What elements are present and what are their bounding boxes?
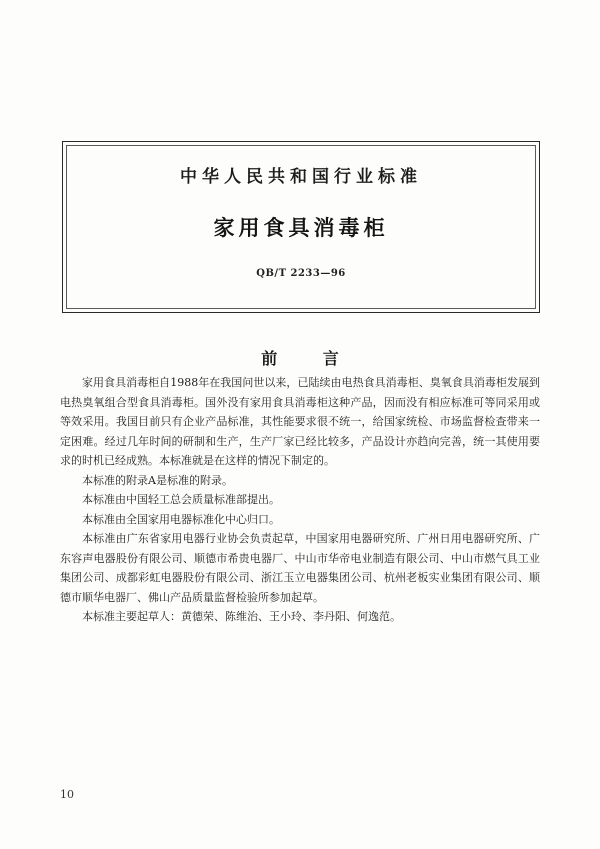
standard-code: QB/T 2233—96	[256, 268, 346, 279]
foreword-paragraph: 家用食具消毒柜自1988年在我国问世以来，已陆续由电热食具消毒柜、臭氧食具消毒柜发展到电热臭氧组合型食具消毒柜。国外没有家用食具消毒柜这种产品，因而没有相应标准可等同采用或等效采用。我国目前只有企业产品标准，其性能要求很不统一，给国家统检、市场监督检查带来一定困难。经过几年时间的研制和生产，生产厂家已经比较多，产品设计亦趋向完善，统一其使用要求的时机已经成熟。本标准就是在这样的情况下制定的。	[60, 376, 540, 467]
standard-cover-box	[62, 141, 540, 313]
foreword-body	[60, 373, 540, 627]
foreword-paragraph: 本标准由全国家用电器标准化中心归口。	[82, 512, 280, 526]
foreword-paragraph: 本标准由广东省家用电器行业协会负责起草，中国家用电器研究所、广州日用电器研究所、广东容声电器股份有限公司、顺德市希贵电器厂、中山市华帝电业制造有限公司、中山市燃气具工业集团公司、成都彩虹电器股份有限公司、浙江玉立电器集团公司、杭州老板实业集团有限公司、顺德市顺华电器厂、佛山产品质量监督检验所参加起草。	[60, 532, 540, 604]
foreword-paragraph: 本标准的附录A是标准的附录。	[82, 473, 233, 487]
standard-title: 家用食具消毒柜	[213, 216, 389, 240]
foreword-paragraph: 本标准由中国轻工总会质量标准部提出。	[82, 493, 280, 506]
foreword-heading: 前 言	[261, 349, 359, 368]
standard-issuing-body: 中华人民共和国行业标准	[180, 167, 422, 187]
foreword-paragraph: 本标准主要起草人：黄德荣、陈维治、王小玲、李丹阳、何逸范。	[82, 610, 401, 623]
page-number: 10	[60, 788, 74, 801]
